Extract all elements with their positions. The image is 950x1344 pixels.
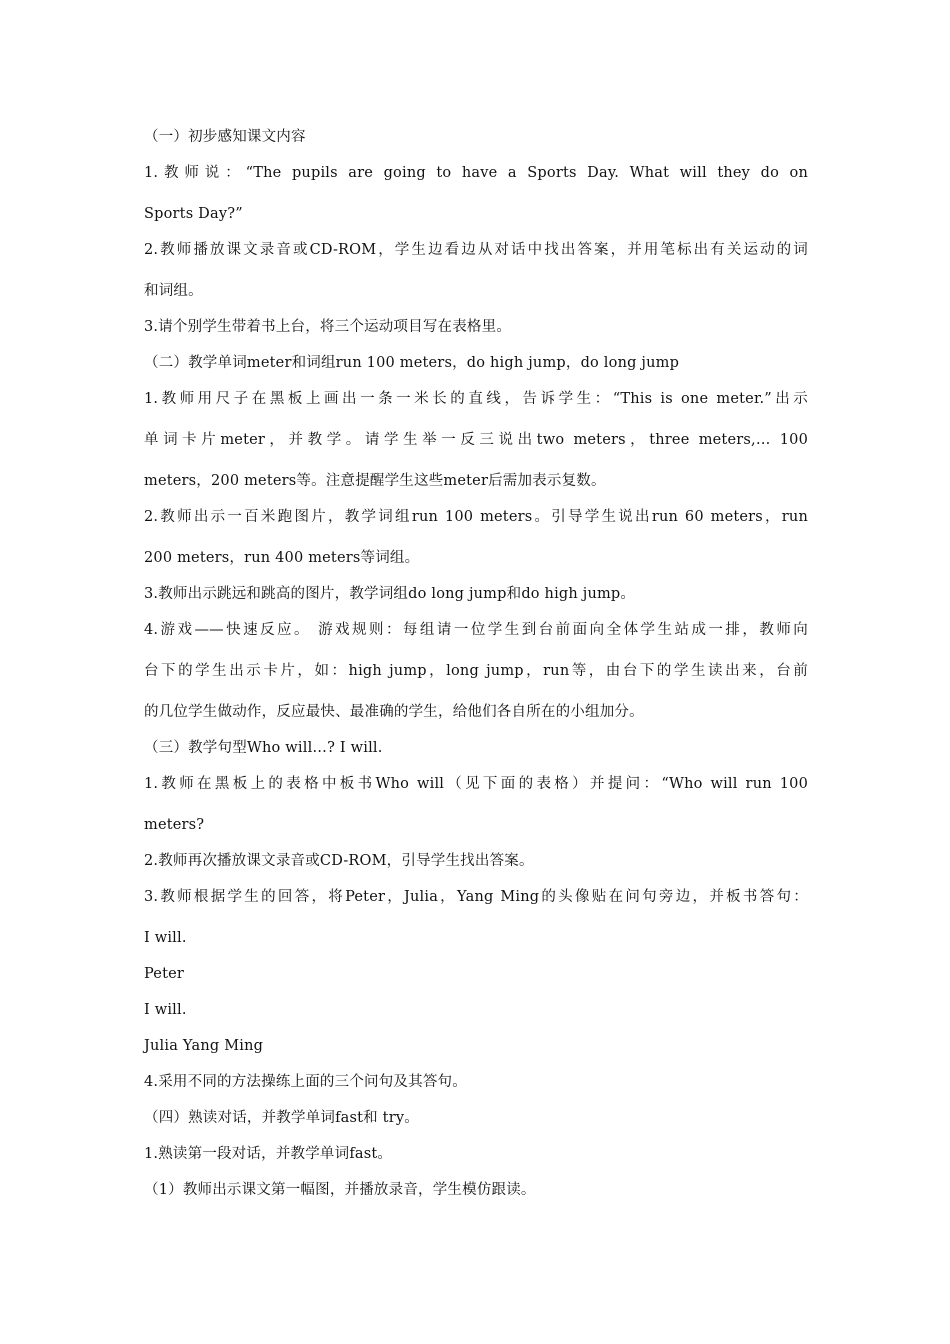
section-heading-4: （四）熟读对话，并教学单词fast和 try。 — [144, 1110, 419, 1126]
section-heading-3: （三）教学句型Who will…? I will. — [144, 740, 383, 756]
paragraph-line: Sports Day?” — [144, 206, 243, 222]
paragraph-line: （1）教师出示课文第一幅图，并播放录音，学生模仿跟读。 — [144, 1182, 536, 1198]
paragraph-line: 200 meters，run 400 meters等词组。 — [144, 550, 420, 566]
paragraph-line: 1.教师用尺子在黑板上画出一条一米长的直线，告诉学生：“This is one meter.”出示 — [144, 391, 808, 407]
name-line: Peter — [144, 966, 185, 982]
name-line: Julia Yang Ming — [144, 1038, 264, 1054]
paragraph-line: 3.教师根据学生的回答，将Peter，Julia，Yang Ming的头像贴在问句旁边，并板书答句： — [144, 889, 808, 905]
paragraph-line: 2.教师播放课文录音或CD-ROM，学生边看边从对话中找出答案，并用笔标出有关运动的词 — [144, 242, 808, 258]
answer-line: I will. — [144, 930, 187, 946]
paragraph-line: 和词组。 — [144, 283, 203, 299]
section-heading-1: （一）初步感知课文内容 — [144, 129, 306, 145]
section-heading-2: （二）教学单词meter和词组run 100 meters，do high jump，do long jump — [144, 355, 680, 371]
paragraph-line: meters? — [144, 817, 205, 833]
paragraph-line: 4.游戏——快速反应。 游戏规则：每组请一位学生到台前面向全体学生站成一排，教师向 — [144, 622, 808, 638]
paragraph-line: 2.教师出示一百米跑图片，教学词组run 100 meters。引导学生说出run 60 meters，run — [144, 509, 808, 525]
paragraph-line: 4.采用不同的方法操练上面的三个问句及其答句。 — [144, 1074, 467, 1090]
paragraph-line: 1.教师说：“The pupils are going to have a Sports Day. What will they do on — [144, 165, 808, 181]
paragraph-line: 1.熟读第一段对话，并教学单词fast。 — [144, 1146, 393, 1162]
answer-line: I will. — [144, 1002, 187, 1018]
paragraph-line: 台下的学生出示卡片，如：high jump，long jump，run等，由台下的学生读出来，台前 — [144, 663, 808, 679]
paragraph-line: 单词卡片meter，并教学。请学生举一反三说出two meters，three meters,… 100 — [144, 432, 808, 448]
paragraph-line: 1.教师在黑板上的表格中板书Who will（见下面的表格）并提问：“Who will run 100 — [144, 776, 808, 792]
paragraph-line: 的几位学生做动作，反应最快、最准确的学生，给他们各自所在的小组加分。 — [144, 704, 644, 720]
paragraph-line: meters，200 meters等。注意提醒学生这些meter后需加表示复数。 — [144, 473, 606, 489]
paragraph-line: 3.教师出示跳远和跳高的图片，教学词组do long jump和do high jump。 — [144, 586, 636, 602]
paragraph-line: 2.教师再次播放课文录音或CD-ROM，引导学生找出答案。 — [144, 853, 534, 869]
paragraph-line: 3.请个别学生带着书上台，将三个运动项目写在表格里。 — [144, 319, 512, 335]
